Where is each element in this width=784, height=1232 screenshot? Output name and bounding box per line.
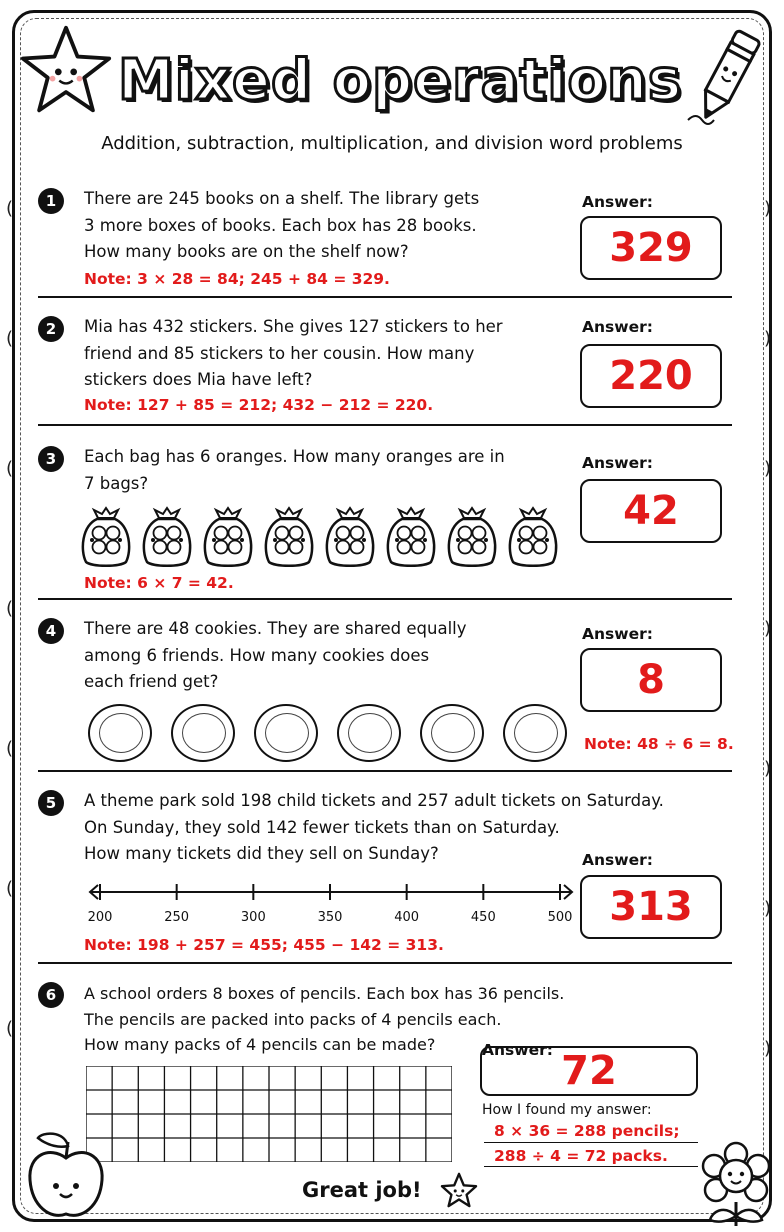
number-line-tick-label: 300 <box>240 910 266 925</box>
problem-2 <box>38 316 750 416</box>
answer-label: Answer: <box>582 193 653 211</box>
found-answer-line: 288 ÷ 4 = 72 packs. <box>494 1147 668 1165</box>
star-mascot-icon <box>18 22 114 118</box>
problem-note: Note: 127 + 85 = 212; 432 − 212 = 220. <box>84 396 434 414</box>
number-line-tick-label: 450 <box>470 910 496 925</box>
answer-box[interactable]: 220 <box>580 344 722 408</box>
pencil-mascot-icon <box>686 22 766 132</box>
flower-mascot-icon <box>694 1140 778 1226</box>
number-line-tick-label: 200 <box>87 910 113 925</box>
problem-line: A theme park sold 198 child tickets and 257 adult tickets on Saturday. <box>84 791 664 810</box>
problem-line: There are 48 cookies. They are shared equally <box>84 619 467 638</box>
problem-text <box>84 616 554 696</box>
number-line-tick-label: 400 <box>394 910 420 925</box>
problem-text <box>84 444 554 497</box>
page-subtitle: Addition, subtraction, multiplication, and division word problems <box>101 133 683 154</box>
problem-4 <box>38 618 750 768</box>
found-answer-rule <box>484 1166 698 1167</box>
found-answer-label: How I found my answer: <box>482 1102 652 1118</box>
orange-bags <box>80 506 570 572</box>
found-answer-line: 8 × 36 = 288 pencils; <box>494 1122 680 1140</box>
problem-line: There are 245 books on a shelf. The library gets <box>84 189 480 208</box>
orange-bag-icon <box>324 506 376 568</box>
problem-line: each friend get? <box>84 672 219 691</box>
problem-number: 1 <box>38 188 64 214</box>
problem-note: Note: 48 ÷ 6 = 8. <box>584 735 734 753</box>
problem-line: How many packs of 4 pencils can be made? <box>84 1035 436 1054</box>
answer-box[interactable]: 72 <box>480 1046 698 1096</box>
problem-line: stickers does Mia have left? <box>84 370 313 389</box>
number-line <box>88 878 578 938</box>
footer-message: Great job! <box>302 1178 422 1202</box>
number-line-tick-label: 500 <box>547 910 573 925</box>
problem-note: Note: 6 × 7 = 42. <box>84 574 234 592</box>
divider <box>38 424 732 426</box>
plate-icon <box>171 704 235 762</box>
problem-line: Mia has 432 stickers. She gives 127 stickers to her <box>84 317 503 336</box>
number-line-tick-label: 250 <box>164 910 190 925</box>
plate-icon <box>420 704 484 762</box>
problem-text <box>84 186 554 266</box>
problem-number: 3 <box>38 446 64 472</box>
answer-box[interactable]: 8 <box>580 648 722 712</box>
problem-note: Note: 3 × 28 = 84; 245 + 84 = 329. <box>84 270 390 288</box>
problem-line: friend and 85 stickers to her cousin. How many <box>84 343 475 363</box>
problem-line: How many tickets did they sell on Sunday? <box>84 844 439 863</box>
plate-icon <box>254 704 318 762</box>
orange-bag-icon <box>507 506 559 568</box>
divider <box>38 962 732 964</box>
problem-line: among 6 friends. How many cookies does <box>84 645 430 665</box>
problem-line: The pencils are packed into packs of 4 pencils each. <box>84 1009 502 1029</box>
problem-number: 2 <box>38 316 64 342</box>
orange-bag-icon <box>446 506 498 568</box>
answer-box[interactable]: 329 <box>580 216 722 280</box>
apple-mascot-icon <box>20 1128 112 1224</box>
problem-1 <box>38 188 750 288</box>
answer-label: Answer: <box>582 454 653 472</box>
problem-line: On Sunday, they sold 142 fewer tickets than on Saturday. <box>84 817 560 837</box>
found-answer-rule <box>484 1142 698 1143</box>
plate-icon <box>88 704 152 762</box>
small-star-icon <box>440 1172 478 1208</box>
answer-label: Answer: <box>582 625 653 643</box>
answer-label: Answer: <box>582 318 653 336</box>
problem-text <box>84 314 554 394</box>
problem-line: Each bag has 6 oranges. How many oranges are in <box>84 447 505 466</box>
page-title: Mixed operations <box>118 48 683 113</box>
plate-icon <box>337 704 401 762</box>
cookie-plates <box>88 704 578 766</box>
problem-5 <box>38 790 750 960</box>
problem-note: Note: 198 + 257 = 455; 455 − 142 = 313. <box>84 936 444 954</box>
problem-line: How many books are on the shelf now? <box>84 242 409 261</box>
problem-number: 6 <box>38 982 64 1008</box>
problem-number: 4 <box>38 618 64 644</box>
problem-number: 5 <box>38 790 64 816</box>
problem-3 <box>38 446 750 596</box>
orange-bag-icon <box>385 506 437 568</box>
orange-bag-icon <box>80 506 132 568</box>
divider <box>38 770 732 772</box>
problem-line: 3 more boxes of books. Each box has 28 books. <box>84 215 477 235</box>
orange-bag-icon <box>263 506 315 568</box>
answer-box[interactable]: 313 <box>580 875 722 939</box>
problem-line: A school orders 8 boxes of pencils. Each box has 36 pencils. <box>84 984 565 1003</box>
number-line-axis <box>88 878 578 908</box>
divider <box>38 296 732 298</box>
answer-label: Answer: <box>482 1041 553 1059</box>
orange-bag-icon <box>202 506 254 568</box>
problem-line: 7 bags? <box>84 473 149 493</box>
problem-6 <box>38 982 750 1172</box>
scratch-grid[interactable] <box>86 1066 452 1162</box>
answer-box[interactable]: 42 <box>580 479 722 543</box>
plate-icon <box>503 704 567 762</box>
answer-label: Answer: <box>582 851 653 869</box>
number-line-tick-label: 350 <box>317 910 343 925</box>
orange-bag-icon <box>141 506 193 568</box>
divider <box>38 598 732 600</box>
